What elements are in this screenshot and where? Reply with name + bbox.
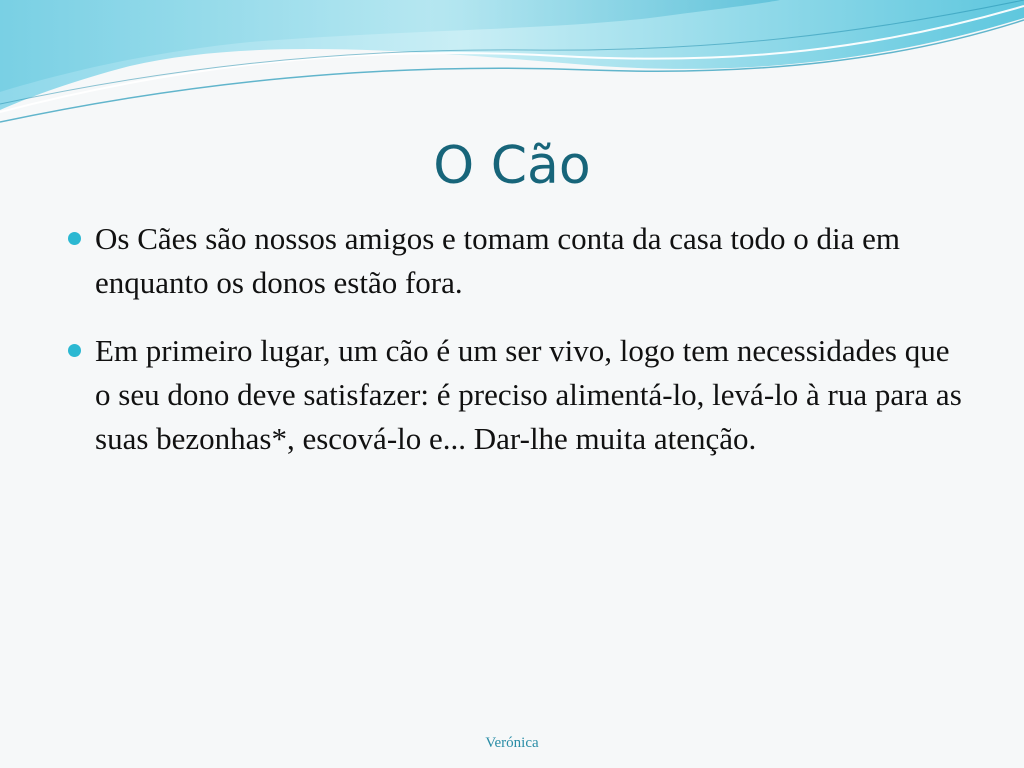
bullet-list bbox=[68, 217, 968, 485]
bullet-item bbox=[68, 217, 968, 305]
bullet-text: Os Cães são nossos amigos e tomam conta da casa todo o dia em enquanto os donos estão fora. bbox=[95, 221, 900, 300]
header-wave-decoration bbox=[0, 0, 1024, 130]
bullet-dot-icon bbox=[68, 232, 81, 245]
bullet-item bbox=[68, 329, 968, 461]
bullet-text: Em primeiro lugar, um cão é um ser vivo, logo tem necessidades que o seu dono deve satisfazer: é preciso alimentá-lo, levá-lo à rua para as suas bezonhas*, escová-lo e... Dar-lhe muita atenção. bbox=[95, 333, 962, 456]
slide-title: O Cão bbox=[433, 136, 591, 196]
footer-author: Verónica bbox=[485, 735, 539, 751]
bullet-dot-icon bbox=[68, 344, 81, 357]
